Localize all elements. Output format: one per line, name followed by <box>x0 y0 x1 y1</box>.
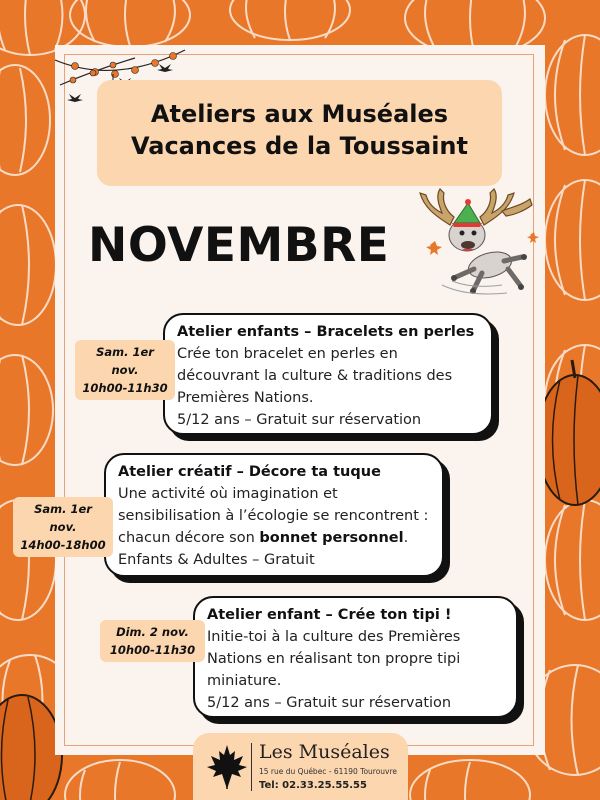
event-description-line <box>118 527 430 549</box>
event-description-text: . <box>403 530 409 546</box>
maple-leaf-logo-icon <box>205 743 249 789</box>
event-meta: 5/12 ans – Gratuit sur réservation <box>177 412 422 428</box>
event-title: Atelier créatif – Décore ta tuque <box>118 464 381 480</box>
event-time: 10h00-11h30 <box>82 381 168 395</box>
event-card-1 <box>163 313 493 435</box>
pumpkin-outline-icon <box>0 355 53 465</box>
month-heading: NOVEMBRE <box>88 218 390 273</box>
event-title: Atelier enfants – Bracelets en perles <box>177 324 475 340</box>
pumpkin-outline-icon <box>545 35 600 155</box>
event-time: 10h00-11h30 <box>109 643 196 657</box>
event-description-line: Une activité où imagination et <box>118 486 338 502</box>
event-description-emphasis: bonnet personnel <box>259 530 404 546</box>
reindeer-illustration <box>412 185 547 300</box>
footer-logo-block <box>193 733 408 800</box>
event-date: Sam. 1er nov. <box>96 345 154 377</box>
dark-pumpkin-icon <box>0 695 62 800</box>
event-card-2 <box>104 453 444 577</box>
title-line-2: Vacances de la Toussaint <box>130 132 468 160</box>
event-meta: Enfants & Adultes – Gratuit <box>118 552 315 568</box>
pumpkin-outline-icon <box>545 500 600 620</box>
event-description-line: Premières Nations. <box>177 390 314 406</box>
event-date-badge-1 <box>75 340 175 400</box>
event-description-line: découvrant la culture & traditions des <box>177 368 453 384</box>
pumpkin-outline-icon <box>410 760 530 800</box>
event-description-line: miniature. <box>207 673 282 689</box>
event-time: 14h00-18h00 <box>20 538 106 552</box>
event-date: Dim. 2 nov. <box>116 625 189 639</box>
event-meta: 5/12 ans – Gratuit sur réservation <box>207 695 452 711</box>
footer-organization-name: Les Muséales <box>259 741 390 763</box>
event-description-text: chacun décore son <box>118 530 260 546</box>
footer-address: 15 rue du Québec - 61190 Tourouvre <box>259 767 398 776</box>
pumpkin-outline-icon <box>545 180 600 300</box>
event-description-line: Crée ton bracelet en perles en <box>177 346 398 362</box>
event-description-line: Nations en réalisant ton propre tipi <box>207 651 461 667</box>
pumpkin-outline-icon <box>65 760 175 800</box>
event-title: Atelier enfant – Crée ton tipi ! <box>207 607 452 623</box>
pumpkin-outline-icon <box>0 205 56 325</box>
footer-divider <box>251 743 252 791</box>
event-date-badge-3 <box>100 620 205 662</box>
title-banner <box>97 80 502 186</box>
event-description-line: Initie-toi à la culture des Premières <box>207 629 461 645</box>
event-date-badge-2 <box>13 497 113 557</box>
event-description-line: sensibilisation à l’écologie se rencontrent : <box>118 508 429 524</box>
title-line-1: Ateliers aux Muséales <box>150 100 449 128</box>
event-date: Sam. 1er nov. <box>34 502 92 534</box>
event-card-3 <box>193 596 518 718</box>
footer-phone: Tel: 02.33.25.55.55 <box>259 780 367 791</box>
pumpkin-outline-icon <box>0 65 50 175</box>
pumpkin-outline-icon <box>230 0 350 40</box>
